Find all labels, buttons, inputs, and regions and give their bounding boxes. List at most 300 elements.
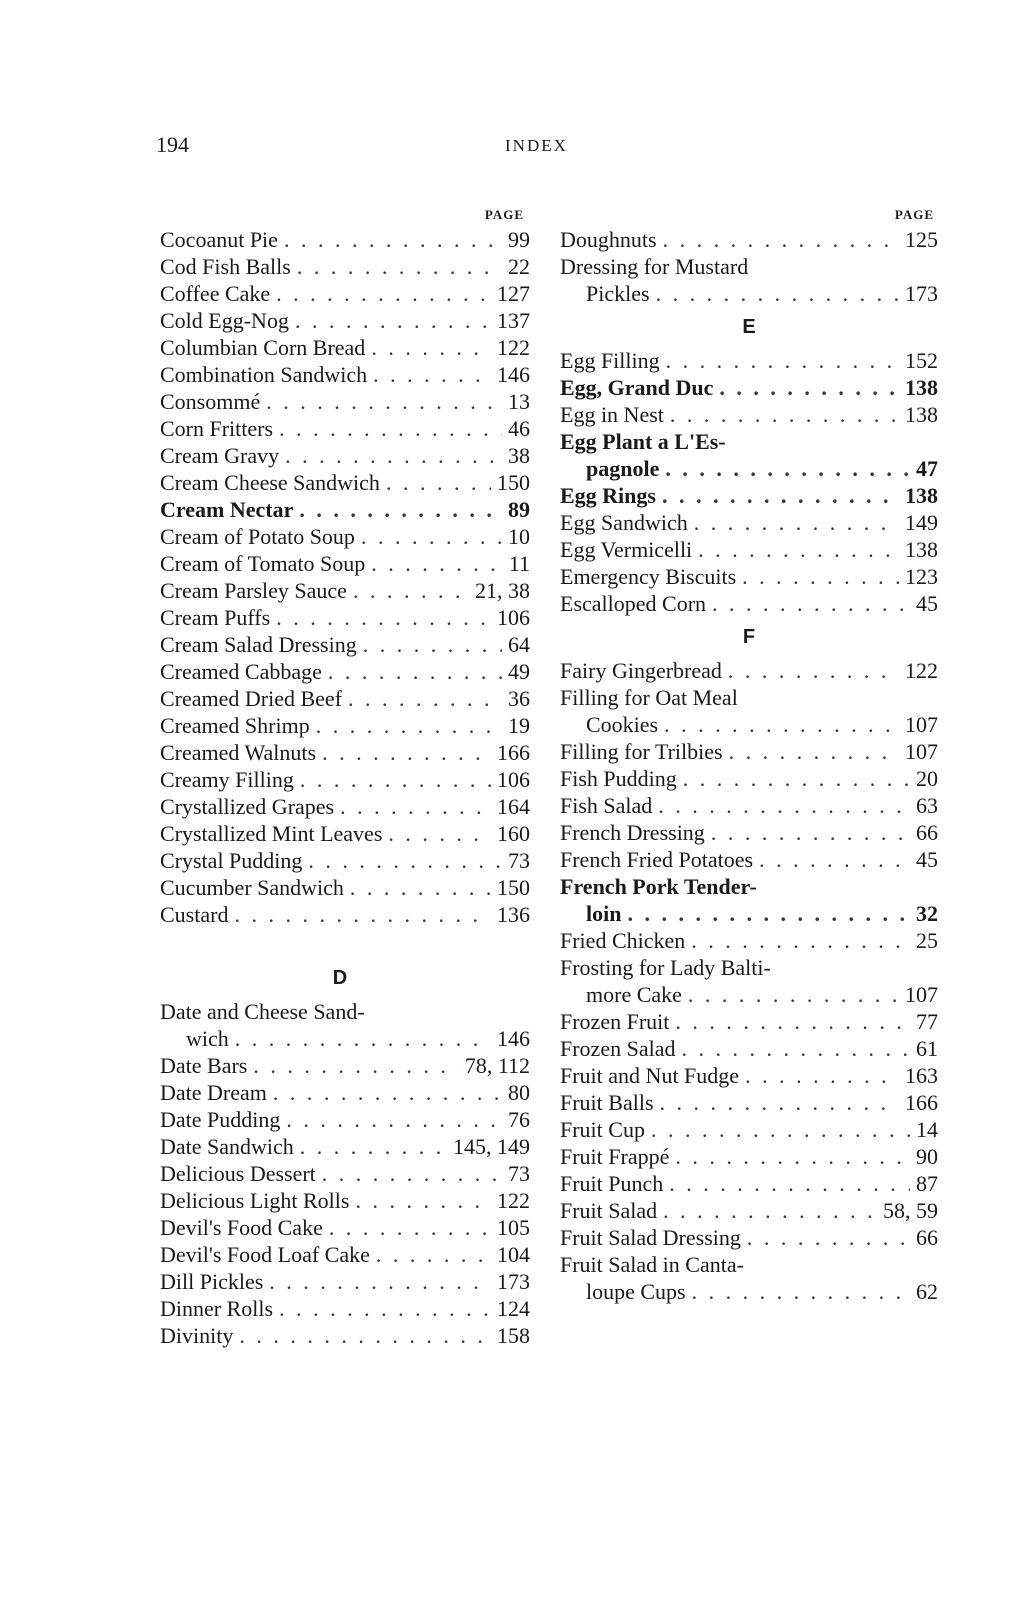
index-entry bbox=[160, 226, 530, 253]
entry-name: Cream of Tomato Soup bbox=[160, 551, 366, 576]
dot-leader bbox=[279, 1295, 491, 1322]
dot-leader bbox=[376, 1241, 491, 1268]
entry-page: 46 bbox=[508, 416, 530, 441]
entry-page: 164 bbox=[497, 794, 530, 819]
entry-name: Fish Pudding bbox=[560, 766, 677, 791]
index-entry bbox=[160, 658, 530, 685]
index-entry bbox=[160, 1268, 530, 1295]
dot-leader bbox=[670, 401, 899, 428]
entry-name-continuation: Pickles bbox=[586, 281, 650, 306]
index-entry bbox=[160, 442, 530, 469]
dot-leader bbox=[373, 361, 491, 388]
index-entry bbox=[560, 536, 938, 563]
dot-leader bbox=[316, 712, 502, 739]
dot-leader bbox=[361, 523, 502, 550]
index-entry bbox=[160, 280, 530, 307]
dot-leader bbox=[675, 1008, 910, 1035]
index-column-right bbox=[560, 204, 938, 1305]
entry-page: 45 bbox=[916, 591, 938, 616]
dot-leader bbox=[745, 1062, 899, 1089]
dot-leader bbox=[300, 766, 491, 793]
entry-name: Egg in Nest bbox=[560, 402, 664, 427]
dot-leader bbox=[308, 847, 502, 874]
index-entry bbox=[160, 1106, 530, 1133]
entry-name: Cocoanut Pie bbox=[160, 227, 278, 252]
entry-page: 145, 149 bbox=[453, 1134, 530, 1159]
entry-name: Combination Sandwich bbox=[160, 362, 368, 387]
dot-leader bbox=[322, 1160, 502, 1187]
index-entry bbox=[560, 509, 938, 536]
entry-page: 66 bbox=[916, 820, 938, 845]
entry-page: 136 bbox=[497, 902, 530, 927]
entry-page: 160 bbox=[497, 821, 530, 846]
entry-page: 58, 59 bbox=[883, 1198, 938, 1223]
entry-name: Creamed Walnuts bbox=[160, 740, 317, 765]
index-entry bbox=[560, 738, 938, 765]
entry-name-continuation: wich bbox=[186, 1026, 229, 1051]
index-entry bbox=[560, 590, 938, 617]
entry-page: 138 bbox=[905, 375, 938, 400]
entry-page: 137 bbox=[497, 308, 530, 333]
index-column-left bbox=[160, 204, 530, 1349]
dot-leader bbox=[284, 226, 502, 253]
entry-name: Crystallized Grapes bbox=[160, 794, 335, 819]
index-entry bbox=[560, 657, 938, 684]
entry-name: Delicious Dessert bbox=[160, 1161, 316, 1186]
entry-page: 138 bbox=[905, 537, 938, 562]
dot-leader bbox=[627, 900, 910, 927]
dot-leader bbox=[747, 1224, 910, 1251]
entry-name: Cream Salad Dressing bbox=[160, 632, 357, 657]
entry-page: 32 bbox=[916, 901, 938, 926]
index-entry bbox=[160, 1241, 530, 1268]
dot-leader bbox=[386, 469, 491, 496]
dot-leader bbox=[322, 739, 491, 766]
index-entry bbox=[160, 1052, 530, 1079]
entry-name: French Fried Potatoes bbox=[560, 847, 754, 872]
index-entry bbox=[160, 253, 530, 280]
entry-name: Fried Chicken bbox=[560, 928, 686, 953]
entry-page: 150 bbox=[497, 470, 530, 495]
entry-name: Creamed Cabbage bbox=[160, 659, 322, 684]
index-entry bbox=[160, 523, 530, 550]
dot-leader bbox=[742, 563, 899, 590]
entry-name: Coffee Cake bbox=[160, 281, 271, 306]
dot-leader bbox=[729, 738, 899, 765]
entry-page: 87 bbox=[916, 1171, 938, 1196]
dot-leader bbox=[234, 901, 491, 928]
index-entry bbox=[160, 739, 530, 766]
entry-page: 146 bbox=[497, 1026, 530, 1051]
entry-name: Creamy Filling bbox=[160, 767, 294, 792]
entry-name-continuation: Cookies bbox=[586, 712, 659, 737]
entry-page: 150 bbox=[497, 875, 530, 900]
index-entry bbox=[560, 1224, 938, 1251]
dot-leader bbox=[353, 577, 469, 604]
dot-leader bbox=[658, 792, 910, 819]
entry-name: Cucumber Sandwich bbox=[160, 875, 344, 900]
entry-page: 64 bbox=[508, 632, 530, 657]
entry-name: Fruit Balls bbox=[560, 1090, 654, 1115]
dot-leader bbox=[328, 658, 502, 685]
entry-name: Egg, Grand Duc bbox=[560, 375, 714, 400]
index-blocks bbox=[560, 226, 938, 1305]
entry-name: Dressing for Mustard bbox=[560, 254, 749, 279]
index-entry bbox=[160, 415, 530, 442]
index-entry bbox=[160, 685, 530, 712]
entry-page: 19 bbox=[508, 713, 530, 738]
entry-name: Fish Salad bbox=[560, 793, 653, 818]
entry-page: 61 bbox=[916, 1036, 938, 1061]
entry-name: Date and Cheese Sand- bbox=[160, 999, 365, 1024]
entry-name: Cream Puffs bbox=[160, 605, 271, 630]
entry-page: 122 bbox=[497, 1188, 530, 1213]
index-entry bbox=[160, 1322, 530, 1349]
entry-page: 73 bbox=[508, 1161, 530, 1186]
index-entry bbox=[160, 361, 530, 388]
entry-name: Fruit Punch bbox=[560, 1171, 664, 1196]
index-entry bbox=[560, 563, 938, 590]
entry-name: Cream Cheese Sandwich bbox=[160, 470, 380, 495]
entry-name: Fruit and Nut Fudge bbox=[560, 1063, 740, 1088]
index-entry bbox=[160, 847, 530, 874]
entry-name: Date Bars bbox=[160, 1053, 248, 1078]
entry-name: Custard bbox=[160, 902, 229, 927]
dot-leader bbox=[712, 590, 910, 617]
index-entry bbox=[160, 469, 530, 496]
index-entries bbox=[160, 998, 530, 1349]
page-column-heading: PAGE bbox=[484, 207, 524, 222]
entry-name: French Dressing bbox=[560, 820, 705, 845]
index-entry bbox=[560, 684, 938, 738]
entry-name: Cream Parsley Sauce bbox=[160, 578, 347, 603]
dot-leader bbox=[691, 927, 910, 954]
dot-leader bbox=[329, 1214, 491, 1241]
entry-page: 158 bbox=[497, 1323, 530, 1348]
entry-name: Columbian Corn Bread bbox=[160, 335, 366, 360]
index-entries bbox=[160, 226, 530, 928]
index-entry bbox=[160, 793, 530, 820]
index-entry bbox=[560, 792, 938, 819]
dot-leader bbox=[295, 307, 491, 334]
page-number: 194 bbox=[156, 132, 189, 157]
entry-page: 127 bbox=[497, 281, 530, 306]
entry-name: Frosting for Lady Balti- bbox=[560, 955, 771, 980]
entry-name: Doughnuts bbox=[560, 227, 657, 252]
index-entry bbox=[160, 334, 530, 361]
entry-page: 106 bbox=[497, 605, 530, 630]
entry-page: 146 bbox=[497, 362, 530, 387]
dot-leader bbox=[348, 685, 502, 712]
entry-name-continuation: pagnole bbox=[586, 456, 660, 481]
entry-name: Filling for Oat Meal bbox=[560, 685, 738, 710]
index-entry bbox=[560, 1143, 938, 1170]
index-entry bbox=[160, 820, 530, 847]
entry-page: 173 bbox=[497, 1269, 530, 1294]
entry-page: 90 bbox=[916, 1144, 938, 1169]
entry-page: 138 bbox=[905, 483, 938, 508]
index-entry bbox=[560, 1035, 938, 1062]
entry-name-continuation: more Cake bbox=[586, 982, 682, 1007]
entry-name: Fruit Salad in Canta- bbox=[560, 1252, 744, 1277]
entry-page: 78, 112 bbox=[464, 1053, 530, 1078]
entry-name: French Pork Tender- bbox=[560, 874, 757, 899]
entry-page: 106 bbox=[497, 767, 530, 792]
entry-page: 25 bbox=[916, 928, 938, 953]
index-entry bbox=[560, 765, 938, 792]
dot-leader bbox=[663, 226, 899, 253]
dot-leader bbox=[371, 550, 503, 577]
entry-name: Fruit Cup bbox=[560, 1117, 645, 1142]
dot-leader bbox=[675, 1143, 910, 1170]
index-entry bbox=[560, 401, 938, 428]
dot-leader bbox=[266, 388, 502, 415]
index-entry bbox=[160, 766, 530, 793]
dot-leader bbox=[683, 765, 910, 792]
dot-leader bbox=[276, 280, 491, 307]
dot-leader bbox=[666, 347, 899, 374]
entry-name: Egg Filling bbox=[560, 348, 660, 373]
entry-page: 122 bbox=[497, 335, 530, 360]
entry-name: Egg Rings bbox=[560, 483, 656, 508]
entry-page: 49 bbox=[508, 659, 530, 684]
index-entry bbox=[560, 927, 938, 954]
entry-name: Filling for Trilbies bbox=[560, 739, 723, 764]
index-blocks bbox=[160, 226, 530, 1349]
entry-name: Frozen Salad bbox=[560, 1036, 676, 1061]
index-entry bbox=[560, 428, 938, 482]
entry-page: 80 bbox=[508, 1080, 530, 1105]
dot-leader bbox=[299, 496, 502, 523]
page-column-heading: PAGE bbox=[894, 207, 934, 222]
entry-name-continuation: loin bbox=[586, 901, 622, 926]
dot-leader bbox=[711, 819, 910, 846]
running-title: INDEX bbox=[505, 136, 568, 155]
entry-page: 77 bbox=[916, 1009, 938, 1034]
dot-leader bbox=[350, 874, 491, 901]
entry-page: 149 bbox=[905, 510, 938, 535]
index-entry bbox=[160, 874, 530, 901]
entry-name: Devil's Food Loaf Cake bbox=[160, 1242, 370, 1267]
index-entry bbox=[560, 253, 938, 307]
dot-leader bbox=[651, 1116, 910, 1143]
dot-leader bbox=[297, 253, 502, 280]
dot-leader bbox=[665, 455, 910, 482]
entry-page: 47 bbox=[916, 456, 938, 481]
entry-page: 38 bbox=[508, 443, 530, 468]
entry-name: Dinner Rolls bbox=[160, 1296, 274, 1321]
index-entries bbox=[560, 657, 938, 1305]
index-entry bbox=[160, 631, 530, 658]
section-letter-d: D bbox=[332, 967, 348, 989]
entry-name: Fruit Salad Dressing bbox=[560, 1225, 741, 1250]
dot-leader bbox=[285, 442, 502, 469]
dot-leader bbox=[664, 711, 899, 738]
index-entry bbox=[560, 374, 938, 401]
dot-leader bbox=[660, 1089, 899, 1116]
dot-leader bbox=[286, 1106, 502, 1133]
entry-name: Date Sandwich bbox=[160, 1134, 294, 1159]
index-entry bbox=[160, 712, 530, 739]
index-entry bbox=[560, 1008, 938, 1035]
dot-leader bbox=[355, 1187, 491, 1214]
dot-leader bbox=[692, 1278, 910, 1305]
entry-name: Egg Plant a L'Es- bbox=[560, 429, 726, 454]
entry-page: 152 bbox=[905, 348, 938, 373]
entry-page: 36 bbox=[508, 686, 530, 711]
entry-name: Cream Nectar bbox=[160, 497, 294, 522]
index-entry bbox=[560, 1197, 938, 1224]
dot-leader bbox=[728, 657, 899, 684]
index-entry bbox=[560, 846, 938, 873]
entry-page: 163 bbox=[905, 1063, 938, 1088]
entry-name: Creamed Shrimp bbox=[160, 713, 310, 738]
entry-page: 125 bbox=[905, 227, 938, 252]
entry-page: 123 bbox=[905, 564, 938, 589]
entry-page: 10 bbox=[508, 524, 530, 549]
entry-page: 21, 38 bbox=[475, 578, 530, 603]
entry-name: Consommé bbox=[160, 389, 261, 414]
entry-page: 22 bbox=[508, 254, 530, 279]
index-entry bbox=[160, 1295, 530, 1322]
entry-page: 73 bbox=[508, 848, 530, 873]
entry-page: 76 bbox=[508, 1107, 530, 1132]
index-entry bbox=[560, 819, 938, 846]
entry-name: Crystallized Mint Leaves bbox=[160, 821, 383, 846]
dot-leader bbox=[694, 509, 899, 536]
dot-leader bbox=[279, 415, 502, 442]
dot-leader bbox=[253, 1052, 458, 1079]
entry-name: Date Dream bbox=[160, 1080, 267, 1105]
entry-page: 66 bbox=[916, 1225, 938, 1250]
index-entry bbox=[560, 1062, 938, 1089]
dot-leader bbox=[662, 482, 899, 509]
index-entry bbox=[560, 347, 938, 374]
entry-name: Cream of Potato Soup bbox=[160, 524, 355, 549]
entry-page: 99 bbox=[508, 227, 530, 252]
entry-page: 107 bbox=[905, 739, 938, 764]
dot-leader bbox=[363, 631, 502, 658]
entry-page: 107 bbox=[905, 712, 938, 737]
dot-leader bbox=[371, 334, 491, 361]
index-entry bbox=[560, 1116, 938, 1143]
dot-leader bbox=[276, 604, 491, 631]
index-entry bbox=[160, 388, 530, 415]
entry-name: Egg Sandwich bbox=[560, 510, 688, 535]
index-entry bbox=[160, 577, 530, 604]
entry-page: 45 bbox=[916, 847, 938, 872]
entry-page: 11 bbox=[508, 551, 530, 576]
entry-name: Cold Egg-Nog bbox=[160, 308, 289, 333]
index-entry bbox=[160, 550, 530, 577]
index-entry bbox=[560, 482, 938, 509]
entry-name: Dill Pickles bbox=[160, 1269, 264, 1294]
index-entry bbox=[560, 1089, 938, 1116]
entry-page: 89 bbox=[508, 497, 530, 522]
index-entry bbox=[160, 1160, 530, 1187]
entry-page: 14 bbox=[916, 1117, 938, 1142]
dot-leader bbox=[681, 1035, 910, 1062]
index-entry bbox=[160, 998, 530, 1052]
entry-name: Fairy Gingerbread bbox=[560, 658, 722, 683]
index-entry bbox=[560, 226, 938, 253]
entry-name-continuation: loupe Cups bbox=[586, 1279, 686, 1304]
dot-leader bbox=[669, 1170, 910, 1197]
running-head bbox=[0, 132, 1035, 162]
dot-leader bbox=[663, 1197, 877, 1224]
index-entries bbox=[560, 347, 938, 617]
index-entry bbox=[160, 604, 530, 631]
entry-name: Divinity bbox=[160, 1323, 234, 1348]
index-entry bbox=[160, 1187, 530, 1214]
entry-name: Devil's Food Cake bbox=[160, 1215, 323, 1240]
index-entry bbox=[160, 1214, 530, 1241]
dot-leader bbox=[269, 1268, 491, 1295]
entry-page: 13 bbox=[508, 389, 530, 414]
dot-leader bbox=[688, 981, 899, 1008]
section-letter-e: E bbox=[742, 316, 756, 338]
entry-name: Fruit Frappé bbox=[560, 1144, 670, 1169]
index-entry bbox=[560, 873, 938, 927]
entry-page: 107 bbox=[905, 982, 938, 1007]
entry-name: Corn Fritters bbox=[160, 416, 274, 441]
entry-name: Cream Gravy bbox=[160, 443, 280, 468]
entry-page: 124 bbox=[497, 1296, 530, 1321]
entry-name: Cod Fish Balls bbox=[160, 254, 291, 279]
index-entry bbox=[160, 1133, 530, 1160]
entry-name: Creamed Dried Beef bbox=[160, 686, 343, 711]
index-entry bbox=[160, 901, 530, 928]
entry-page: 166 bbox=[497, 740, 530, 765]
dot-leader bbox=[656, 280, 899, 307]
dot-leader bbox=[239, 1322, 491, 1349]
dot-leader bbox=[235, 1025, 491, 1052]
entry-page: 105 bbox=[497, 1215, 530, 1240]
entry-page: 122 bbox=[905, 658, 938, 683]
index-entry bbox=[160, 1079, 530, 1106]
entry-page: 62 bbox=[916, 1279, 938, 1304]
entry-name: Egg Vermicelli bbox=[560, 537, 693, 562]
dot-leader bbox=[698, 536, 899, 563]
dot-leader bbox=[273, 1079, 502, 1106]
index-entry bbox=[560, 1170, 938, 1197]
dot-leader bbox=[719, 374, 899, 401]
index-entry bbox=[160, 496, 530, 523]
dot-leader bbox=[300, 1133, 447, 1160]
entry-page: 104 bbox=[497, 1242, 530, 1267]
entry-page: 20 bbox=[916, 766, 938, 791]
entry-page: 173 bbox=[905, 281, 938, 306]
entry-name: Emergency Biscuits bbox=[560, 564, 737, 589]
section-letter-f: F bbox=[742, 626, 756, 648]
dot-leader bbox=[759, 846, 910, 873]
dot-leader bbox=[340, 793, 491, 820]
entry-name: Date Pudding bbox=[160, 1107, 281, 1132]
entry-page: 138 bbox=[905, 402, 938, 427]
entry-name: Frozen Fruit bbox=[560, 1009, 670, 1034]
index-entry bbox=[160, 307, 530, 334]
entry-name: Delicious Light Rolls bbox=[160, 1188, 350, 1213]
entry-page: 63 bbox=[916, 793, 938, 818]
entry-name: Fruit Salad bbox=[560, 1198, 658, 1223]
index-entries bbox=[560, 226, 938, 307]
entry-name: Escalloped Corn bbox=[560, 591, 707, 616]
entry-page: 166 bbox=[905, 1090, 938, 1115]
index-entry bbox=[560, 954, 938, 1008]
entry-name: Crystal Pudding bbox=[160, 848, 303, 873]
dot-leader bbox=[388, 820, 491, 847]
index-entry bbox=[560, 1251, 938, 1305]
